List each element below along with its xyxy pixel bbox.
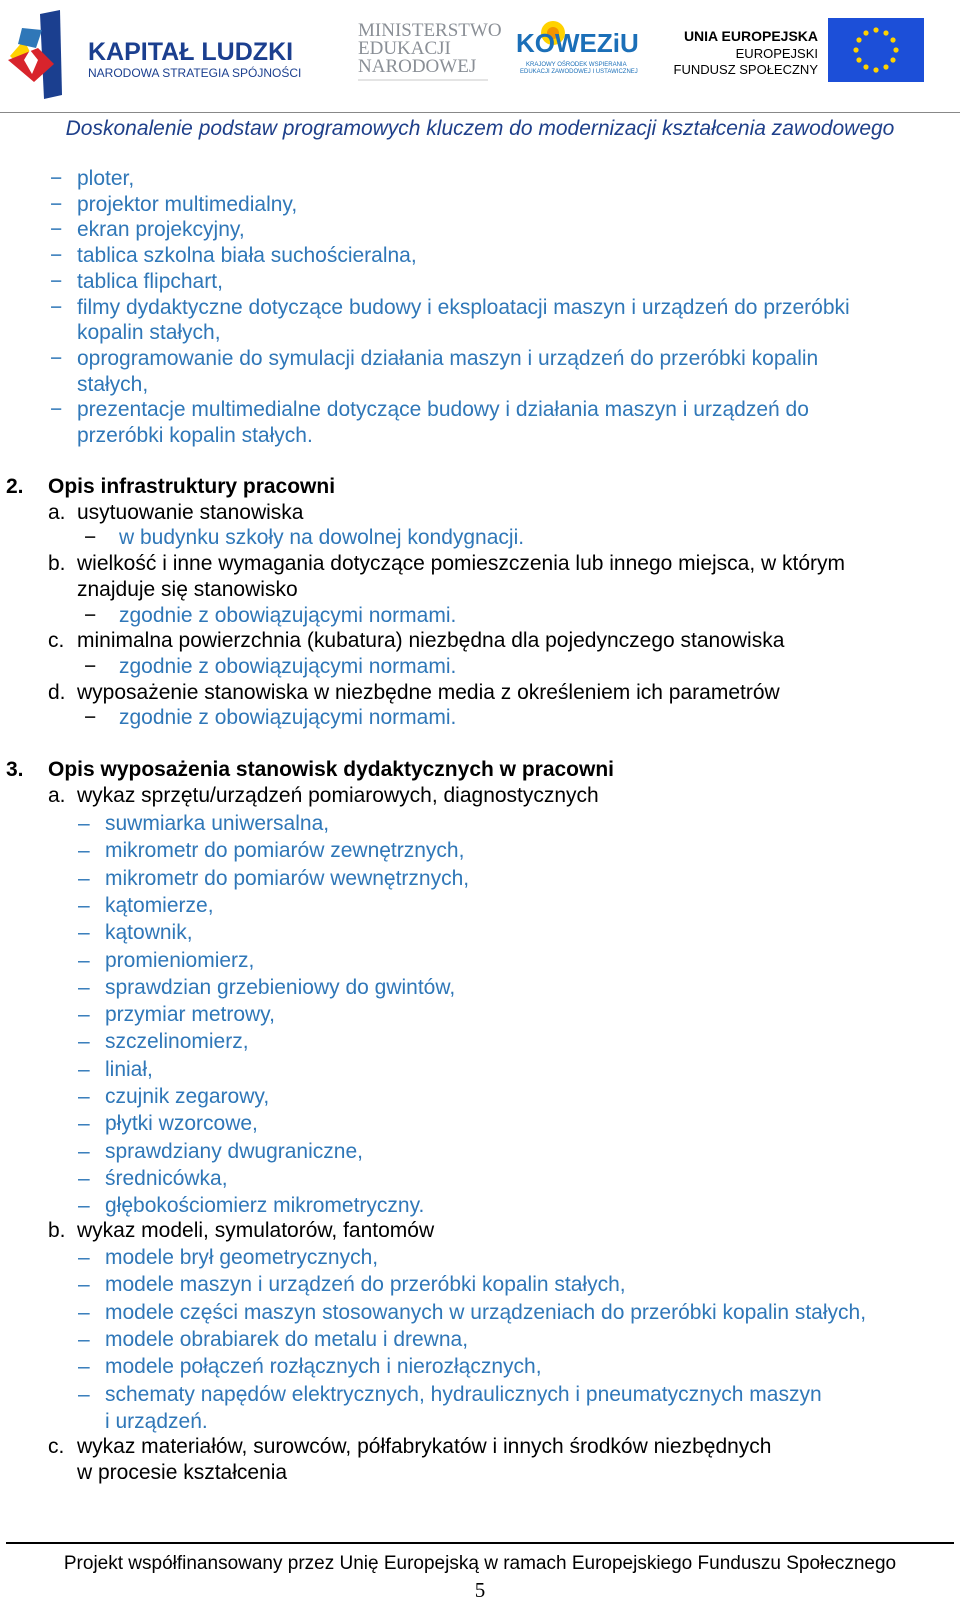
subsection-letter: b. bbox=[48, 552, 66, 576]
list-item: czujnik zegarowy, bbox=[105, 1085, 270, 1108]
document-title: Doskonalenie podstaw programowych kluczem do modernizacji kształcenia zawodowego bbox=[65, 117, 895, 140]
bullet-dash: − bbox=[50, 167, 63, 190]
list-item: sprawdziany dwugraniczne, bbox=[105, 1139, 363, 1163]
subsection-letter: b. bbox=[48, 1219, 66, 1242]
bullet-dash: – bbox=[78, 921, 90, 945]
subsection-answer: w budynku szkoły na dowolnej kondygnacji. bbox=[119, 526, 525, 550]
bullet-dash: – bbox=[78, 1166, 90, 1190]
bullet-dash: – bbox=[78, 812, 90, 835]
bullet-dash: − bbox=[50, 192, 63, 216]
section-number: 3. bbox=[6, 758, 24, 781]
list-item: prezentacje multimedialne dotyczące budowy i działania maszyn i urządzeń do bbox=[77, 398, 809, 422]
footer-text: Projekt współfinansowany przez Unię Europejską w ramach Europejskiego Funduszu Społecznego bbox=[63, 1553, 897, 1574]
subsection-text: wykaz sprzętu/urządzeń pomiarowych, diagnostycznych bbox=[77, 784, 599, 807]
koweziu-logo-name: KOWEZiU bbox=[516, 28, 639, 58]
bullet-dash: – bbox=[78, 1030, 90, 1054]
list-item: tablica szkolna biała suchościeralna, bbox=[77, 244, 417, 268]
kl-logo-sub: NARODOWA STRATEGIA SPÓJNOŚCI bbox=[88, 66, 302, 80]
eu-flag-icon bbox=[828, 18, 924, 82]
subsection-text: minimalna powierzchnia (kubatura) niezbędna dla pojedynczego stanowiska bbox=[77, 629, 785, 653]
bullet-dash: − bbox=[50, 244, 63, 268]
section-title: Opis infrastruktury pracowni bbox=[48, 475, 336, 498]
list-item: kątomierze, bbox=[105, 893, 214, 917]
subsection-letter: c. bbox=[48, 629, 65, 653]
subsection-letter: d. bbox=[48, 680, 66, 704]
bullet-dash: – bbox=[78, 1194, 90, 1218]
koweziu-logo-sub2: EDUKACJI ZAWODOWEJ I USTAWICZNEJ bbox=[520, 69, 638, 75]
list-item: mikrometr do pomiarów zewnętrznych, bbox=[105, 839, 465, 863]
list-item: oprogramowanie do symulacji działania maszyn i urządzeń do przeróbki kopalin bbox=[77, 346, 819, 370]
header-divider bbox=[0, 112, 960, 113]
list-item: projektor multimedialny, bbox=[77, 192, 298, 216]
subsection-text: wykaz materiałów, surowców, półfabrykatów i innych środków niezbędnych bbox=[77, 1435, 772, 1458]
list-item: ekran projekcyjny, bbox=[77, 218, 245, 242]
bullet-dash: – bbox=[78, 975, 90, 999]
bullet-dash: – bbox=[78, 1246, 90, 1269]
section-number: 2. bbox=[6, 475, 24, 498]
subsection-text: usytuowanie stanowiska bbox=[77, 500, 304, 524]
bullet-dash: − bbox=[50, 295, 63, 319]
list-item: mikrometr do pomiarów wewnętrznych, bbox=[105, 866, 470, 890]
subsection-text: wielkość i inne wymagania dotyczące pomieszczenia lub innego miejsca, w którym bbox=[77, 552, 846, 576]
bullet-dash: − bbox=[84, 706, 97, 730]
header-logos bbox=[0, 0, 960, 112]
list-item: liniał, bbox=[105, 1057, 153, 1081]
list-item: kątownik, bbox=[105, 921, 193, 945]
subsection-answer: zgodnie z obowiązującymi normami. bbox=[119, 654, 457, 678]
list-item: głębokościomierz mikrometryczny. bbox=[105, 1194, 425, 1218]
subsection-letter: a. bbox=[48, 784, 66, 807]
bullet-dash: – bbox=[78, 1300, 90, 1324]
subsection-text: w procesie kształcenia bbox=[77, 1460, 288, 1484]
bullet-dash: − bbox=[50, 269, 63, 293]
list-item: promieniomierz, bbox=[105, 948, 255, 972]
subsection-text: znajduje się stanowisko bbox=[77, 577, 298, 601]
kl-logo-name: KAPITAŁ LUDZKI bbox=[88, 38, 294, 66]
section-title: Opis wyposażenia stanowisk dydaktycznych w pracowni bbox=[48, 758, 615, 781]
bullet-dash: – bbox=[78, 1355, 90, 1379]
bullet-dash: − bbox=[50, 218, 63, 242]
list-item: modele części maszyn stosowanych w urządzeniach do przeróbki kopalin stałych, bbox=[105, 1300, 867, 1324]
men-logo-line2: EDUKACJI bbox=[358, 38, 451, 59]
bullet-dash: – bbox=[78, 1327, 90, 1351]
bullet-dash: – bbox=[78, 1382, 90, 1406]
list-item: tablica flipchart, bbox=[77, 269, 223, 293]
list-item: ploter, bbox=[77, 167, 135, 190]
list-item: i urządzeń. bbox=[105, 1409, 208, 1433]
eu-logo-line1: UNIA EUROPEJSKA bbox=[683, 28, 818, 44]
list-item: modele maszyn i urządzeń do przeróbki kopalin stałych, bbox=[105, 1273, 626, 1297]
list-item: suwmiarka uniwersalna, bbox=[105, 812, 330, 835]
bullet-dash: – bbox=[78, 1003, 90, 1027]
eu-logo-line3: FUNDUSZ SPOŁECZNY bbox=[673, 62, 818, 77]
bullet-dash: – bbox=[78, 893, 90, 917]
list-item: modele połączeń rozłącznych i nierozłącznych, bbox=[105, 1355, 542, 1379]
bullet-dash: − bbox=[84, 603, 97, 627]
bullet-dash: – bbox=[78, 1273, 90, 1297]
men-logo-line1: MINISTERSTWO bbox=[358, 20, 502, 41]
list-item: kopalin stałych, bbox=[77, 321, 221, 345]
bullet-dash: – bbox=[78, 1112, 90, 1136]
page-number: 5 bbox=[474, 1578, 486, 1602]
subsection-text: wyposażenie stanowiska w niezbędne media z określeniem ich parametrów bbox=[77, 680, 780, 704]
list-item: przymiar metrowy, bbox=[105, 1003, 275, 1027]
list-item: modele brył geometrycznych, bbox=[105, 1246, 379, 1269]
bullet-dash: – bbox=[78, 1085, 90, 1108]
subsection-text: wykaz modeli, symulatorów, fantomów bbox=[77, 1219, 435, 1242]
list-item: średnicówka, bbox=[105, 1166, 228, 1190]
bullet-dash: – bbox=[78, 948, 90, 972]
bullet-dash: − bbox=[84, 526, 97, 550]
subsection-letter: a. bbox=[48, 500, 66, 524]
subsection-answer: zgodnie z obowiązującymi normami. bbox=[119, 706, 457, 730]
bullet-dash: − bbox=[50, 398, 63, 422]
list-item: schematy napędów elektrycznych, hydraulicznych i pneumatycznych maszyn bbox=[105, 1382, 822, 1406]
bullet-dash: – bbox=[78, 1057, 90, 1081]
list-item: modele obrabiarek do metalu i drewna, bbox=[105, 1327, 469, 1351]
subsection-answer: zgodnie z obowiązującymi normami. bbox=[119, 603, 457, 627]
men-logo-line3: NARODOWEJ bbox=[358, 56, 477, 77]
eu-logo-line2: EUROPEJSKI bbox=[735, 46, 818, 61]
list-item: stałych, bbox=[77, 372, 149, 396]
list-item: sprawdzian grzebieniowy do gwintów, bbox=[105, 975, 456, 999]
subsection-letter: c. bbox=[48, 1435, 65, 1458]
bullet-dash: − bbox=[84, 654, 97, 678]
koweziu-logo-sub1: KRAJOWY OŚRODEK WSPIERANIA bbox=[526, 62, 627, 68]
list-item: płytki wzorcowe, bbox=[105, 1112, 258, 1136]
list-item: filmy dydaktyczne dotyczące budowy i eksploatacji maszyn i urządzeń do przeróbki bbox=[77, 295, 850, 319]
bullet-dash: – bbox=[78, 866, 90, 890]
kapital-ludzki-star-icon bbox=[8, 8, 64, 100]
bullet-dash: – bbox=[78, 1139, 90, 1163]
list-item: przeróbki kopalin stałych. bbox=[77, 424, 313, 447]
list-item: szczelinomierz, bbox=[105, 1030, 249, 1054]
bullet-dash: – bbox=[78, 839, 90, 863]
bullet-dash: − bbox=[50, 346, 63, 370]
footer-divider bbox=[6, 1542, 954, 1544]
